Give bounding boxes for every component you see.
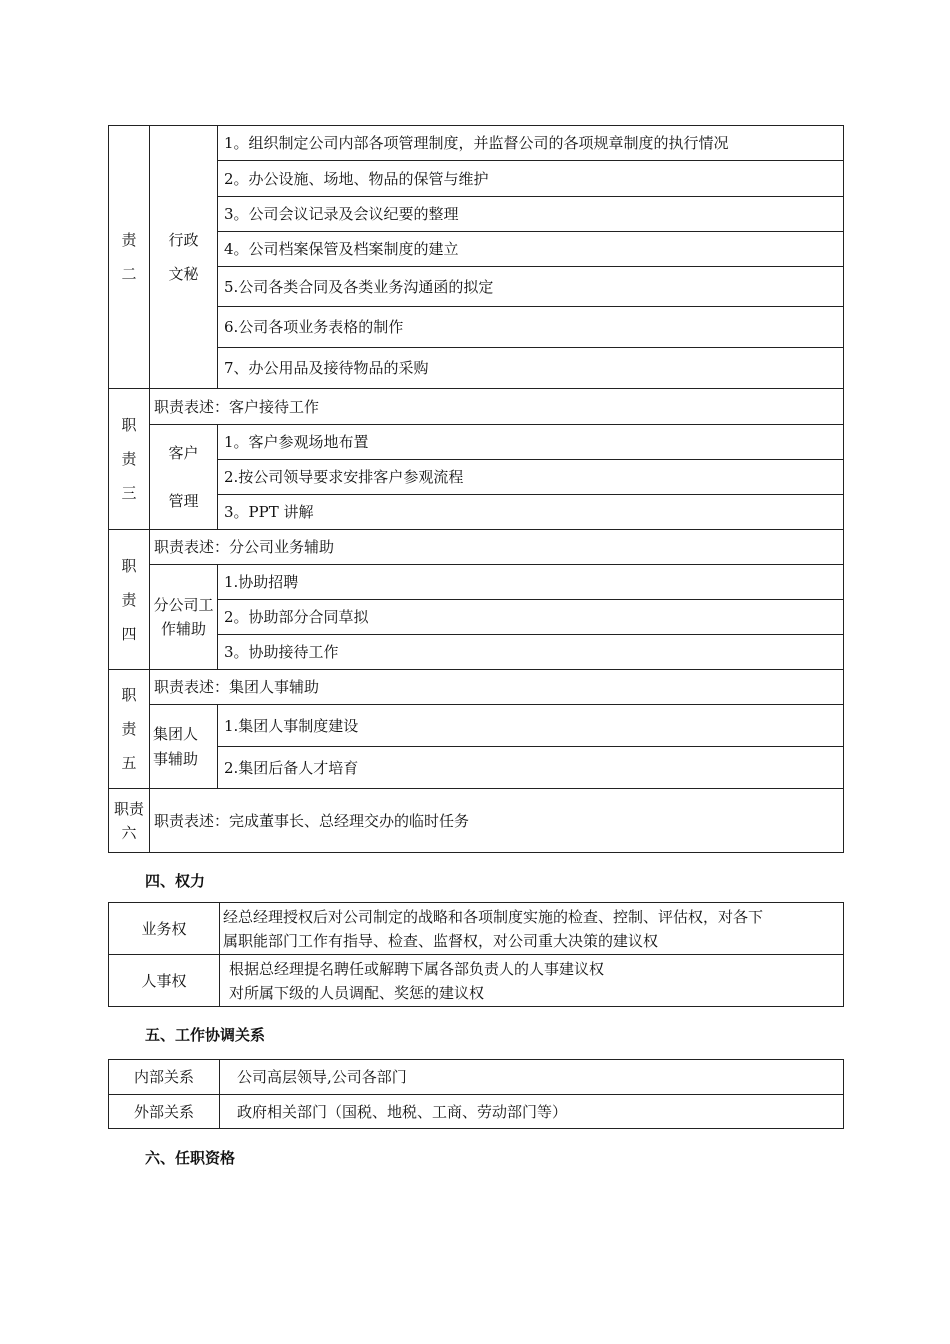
duty3-description: 职责表述：客户接待工作 [150,389,844,425]
duty6-label: 职责 六 [109,789,150,853]
duty3-sublabel: 客户 管理 [150,425,218,530]
duty5-row [109,670,844,705]
duty6-description: 职责表述：完成董事长、总经理交办的临时任务 [150,789,844,853]
duty2-item: 6.公司各项业务表格的制作 [218,307,844,348]
duty4-item: 3。协助接待工作 [218,635,844,670]
duty4-sublabel: 分公司工 作辅助 [150,565,218,670]
authority-value: 根据总经理提名聘任或解聘下属各部负责人的人事建议权 对所属下级的人员调配、奖惩的建议权 [220,955,844,1007]
authority-row [109,955,844,1007]
duty4-label: 职 责 四 [109,530,150,670]
duty2-sublabel: 行政 文秘 [150,126,218,389]
relations-label: 内部关系 [109,1060,220,1095]
duty2-item: 2。办公设施、场地、物品的保管与维护 [218,161,844,197]
duty2-label: 责 二 [109,126,150,389]
relations-value: 政府相关部门（国税、地税、工商、劳动部门等） [220,1095,844,1129]
authority-row [109,903,844,955]
duty2-item: 4。公司档案保管及档案制度的建立 [218,232,844,267]
duty4-row [109,530,844,565]
duty5-description: 职责表述：集团人事辅助 [150,670,844,705]
duty2-row [109,126,844,161]
relations-table [108,1059,844,1129]
duty2-item: 1。组织制定公司内部各项管理制度，并监督公司的各项规章制度的执行情况 [218,126,844,161]
duty2-item: 3。公司会议记录及会议纪要的整理 [218,197,844,232]
duty3-item: 1。客户参观场地布置 [218,425,844,460]
duty3-row [109,389,844,425]
relations-value: 公司高层领导,公司各部门 [220,1060,844,1095]
section4-title: 四、权力 [145,872,206,890]
duty3-item: 2.按公司领导要求安排客户参观流程 [218,460,844,495]
duty2-item: 5.公司各类合同及各类业务沟通函的拟定 [218,267,844,307]
duty5-label: 职 责 五 [109,670,150,789]
relations-row [109,1060,844,1095]
authority-value: 经总经理授权后对公司制定的战略和各项制度实施的检查、控制、评估权，对各下 属职能部门工作有指导、检查、监督权，对公司重大决策的建议权 [220,903,844,955]
relations-label: 外部关系 [109,1095,220,1129]
duty3-label: 职 责 三 [109,389,150,530]
duty3-item: 3。PPT 讲解 [218,495,844,530]
duty2-item: 7、办公用品及接待物品的采购 [218,348,844,389]
section5-title: 五、工作协调关系 [145,1026,266,1044]
duty5-item: 1.集团人事制度建设 [218,705,844,747]
authority-label: 人事权 [109,955,220,1007]
duty6-row [109,789,844,853]
duty5-sublabel: 集团人 事辅助 [150,705,218,789]
duty4-item: 1.协助招聘 [218,565,844,600]
relations-row [109,1095,844,1129]
authority-label: 业务权 [109,903,220,955]
duty4-description: 职责表述：分公司业务辅助 [150,530,844,565]
section6-title: 六、任职资格 [145,1149,236,1167]
duty4-item: 2。协助部分合同草拟 [218,600,844,635]
duties-table [108,125,844,853]
authority-table [108,902,844,1007]
duty5-item: 2.集团后备人才培育 [218,747,844,789]
